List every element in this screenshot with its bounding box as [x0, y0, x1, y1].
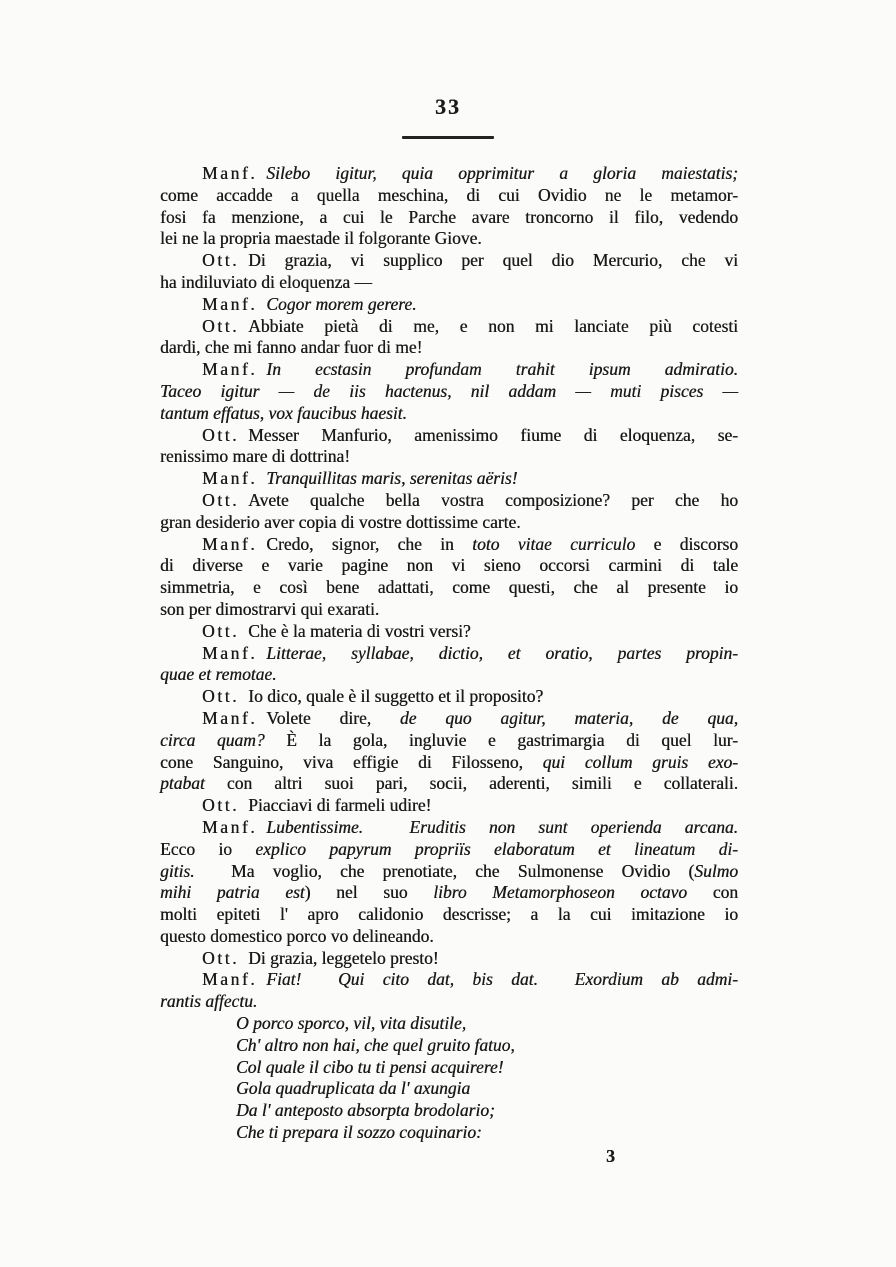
text-segment: ) nel suo	[304, 882, 434, 903]
text-segment: Litterae, syllabae, dictio, et oratio, partes propin-	[266, 642, 738, 663]
text-line	[160, 599, 738, 621]
text-line	[160, 337, 738, 359]
text-line	[160, 795, 738, 817]
text-line	[160, 861, 738, 883]
verse-line	[160, 1122, 738, 1144]
text-line	[160, 185, 738, 207]
text-segment: gitis.	[160, 860, 195, 881]
text-segment: fosi fa menzione, a cui le Parche avare troncorno il filo, vedendo	[160, 206, 738, 227]
text-segment: È la gola, ingluvie e gastrimargia di quel lur-	[264, 729, 738, 750]
signature-mark: 3	[606, 1146, 615, 1166]
text-line	[160, 664, 738, 686]
text-segment: di diverse e varie pagine non vi sieno occorsi carmini di tale	[160, 555, 738, 576]
text-segment: explico papyrum propriïs elaboratum et lineatum di-	[255, 838, 739, 859]
text-segment: ptabat	[160, 773, 205, 794]
text-line	[160, 948, 738, 970]
text-segment: Silebo igitur, quia opprimitur a gloria maiestatis;	[266, 163, 738, 183]
text-segment: toto vitae curriculo	[472, 533, 636, 554]
speaker-label: Manf.	[202, 359, 258, 380]
speaker-label: Manf.	[202, 468, 258, 489]
verse-line	[160, 1035, 738, 1057]
text-segment: rantis affectu.	[160, 991, 258, 1012]
speaker-label: Ott.	[202, 489, 240, 510]
text-segment: con altri suoi pari, socii, aderenti, simili e collaterali.	[204, 773, 738, 794]
text-segment: dardi, che mi fanno andar fuor di me!	[160, 337, 423, 358]
text-line	[160, 817, 738, 839]
text-line	[160, 425, 738, 447]
text-segment: Cogor morem gerere.	[266, 293, 417, 314]
text-segment: Gola quadruplicata da l' axungia	[236, 1078, 471, 1099]
speaker-label: Ott.	[202, 947, 240, 968]
text-line	[160, 381, 738, 403]
header-rule	[402, 136, 494, 139]
text-line	[160, 882, 738, 904]
text-line	[160, 555, 738, 577]
speaker-label: Ott.	[202, 686, 240, 707]
text-line	[160, 163, 738, 185]
speaker-label: Ott.	[202, 424, 240, 445]
verse-line	[160, 1057, 738, 1079]
text-segment: In ecstasin profundam trahit ipsum admiratio.	[266, 359, 738, 380]
verse-line	[160, 1013, 738, 1035]
speaker-label: Manf.	[202, 816, 258, 837]
text-segment: Di grazia, vi supplico per quel dio Mercurio, che vi	[248, 250, 738, 271]
text-segment: come accadde a quella meschina, di cui Ovidio ne le metamor-	[160, 184, 738, 205]
text-line	[160, 730, 738, 752]
text-segment: libro Metamorphoseon octavo	[433, 882, 688, 903]
text-segment: Sulmo	[694, 860, 738, 881]
text-segment: renissimo mare di dottrina!	[160, 446, 351, 467]
text-segment: Ecco io	[160, 838, 256, 859]
text-line	[160, 534, 738, 556]
text-segment: Messer Manfurio, amenissimo fiume di eloquenza, se-	[248, 424, 738, 445]
text-segment: molti epiteti l' apro calidonio descrisse; a la cui imitazione io	[160, 904, 738, 925]
speaker-label: Manf.	[202, 969, 258, 990]
text-segment: con	[687, 882, 738, 903]
text-segment: Avete qualche bella vostra composizione? per che ho	[248, 489, 738, 510]
text-segment: Taceo igitur — de iis hactenus, nil addam — muti pisces —	[160, 380, 738, 401]
text-segment: Di grazia, leggetelo presto!	[248, 947, 439, 968]
speaker-label: Ott.	[202, 620, 240, 641]
verse-line	[160, 1078, 738, 1100]
text-segment: simmetria, e così bene adattati, come questi, che al presente io	[160, 577, 738, 598]
text-line	[160, 250, 738, 272]
text-line	[160, 686, 738, 708]
text-segment: Ma voglio, che prenotiate, che Sulmonense Ovidio (	[194, 860, 695, 881]
text-segment: Fiat! Qui cito dat, bis dat. Exordium ab admi-	[266, 969, 738, 990]
text-segment: Credo, signor, che in	[266, 533, 473, 554]
page-number: 33	[435, 94, 461, 119]
text-segment: lei ne la propria maestade il folgorante Giove.	[160, 228, 482, 249]
speaker-label: Ott.	[202, 795, 240, 816]
text-segment: Ch' altro non hai, che quel gruito fatuo,	[236, 1034, 515, 1055]
text-line	[160, 926, 738, 948]
text-line	[160, 839, 738, 861]
text-line	[160, 403, 738, 425]
text-line	[160, 512, 738, 534]
text-segment: quae et remotae.	[160, 664, 277, 685]
verse-line	[160, 1100, 738, 1122]
text-line	[160, 904, 738, 926]
text-line	[160, 773, 738, 795]
speaker-label: Manf.	[202, 707, 258, 728]
text-line	[160, 228, 738, 250]
text-line	[160, 490, 738, 512]
text-segment: O porco sporco, vil, vita disutile,	[236, 1013, 467, 1034]
text-segment: questo domestico porco vo delineando.	[160, 925, 434, 946]
text-line	[160, 621, 738, 643]
text-line	[160, 643, 738, 665]
text-line	[160, 969, 738, 991]
text-line	[160, 446, 738, 468]
text-segment: e discorso	[635, 533, 738, 554]
text-segment: de quo agitur, materia, de qua,	[399, 707, 738, 728]
text-segment: son per dimostrarvi qui exarati.	[160, 598, 380, 619]
speaker-label: Ott.	[202, 250, 240, 271]
text-segment: Lubentissime. Eruditis non sunt operienda arcana.	[266, 816, 738, 837]
text-segment: tantum effatus, vox faucibus haesit.	[160, 402, 407, 423]
text-segment: Da l' anteposto absorpta brodolario;	[236, 1100, 495, 1121]
text-segment: Tranquillitas maris, serenitas aëris!	[266, 468, 518, 489]
text-segment: Io dico, quale è il suggetto et il proposito?	[248, 686, 544, 707]
text-segment: Col quale il cibo tu ti pensi acquirere!	[236, 1056, 504, 1077]
text-segment: qui collum gruis exo-	[542, 751, 738, 772]
text-line	[160, 752, 738, 774]
text-line	[160, 272, 738, 294]
text-segment: Che ti prepara il sozzo coquinario:	[236, 1122, 482, 1143]
text-segment: Abbiate pietà di me, e non mi lanciate più cotesti	[248, 315, 738, 336]
text-line	[160, 468, 738, 490]
speaker-label: Ott.	[202, 315, 240, 336]
text-block	[160, 163, 738, 1144]
text-segment: mihi patria est	[160, 882, 305, 903]
text-line	[160, 991, 738, 1013]
text-line	[160, 316, 738, 338]
text-segment: Che è la materia di vostri versi?	[248, 620, 471, 641]
text-segment: ha indiluviato di eloquenza —	[160, 271, 372, 292]
text-line	[160, 708, 738, 730]
speaker-label: Manf.	[202, 163, 258, 183]
speaker-label: Manf.	[202, 293, 258, 314]
text-segment: cone Sanguino, viva effigie di Filosseno,	[160, 751, 543, 772]
text-segment: Volete dire,	[266, 707, 400, 728]
speaker-label: Manf.	[202, 533, 258, 554]
text-line	[160, 207, 738, 229]
text-segment: Piacciavi di farmeli udire!	[248, 795, 432, 816]
speaker-label: Manf.	[202, 642, 258, 663]
text-line	[160, 359, 738, 381]
text-line	[160, 294, 738, 316]
text-segment: gran desiderio aver copia di vostre dottissime carte.	[160, 511, 521, 532]
text-segment: circa quam?	[160, 729, 265, 750]
text-line	[160, 577, 738, 599]
